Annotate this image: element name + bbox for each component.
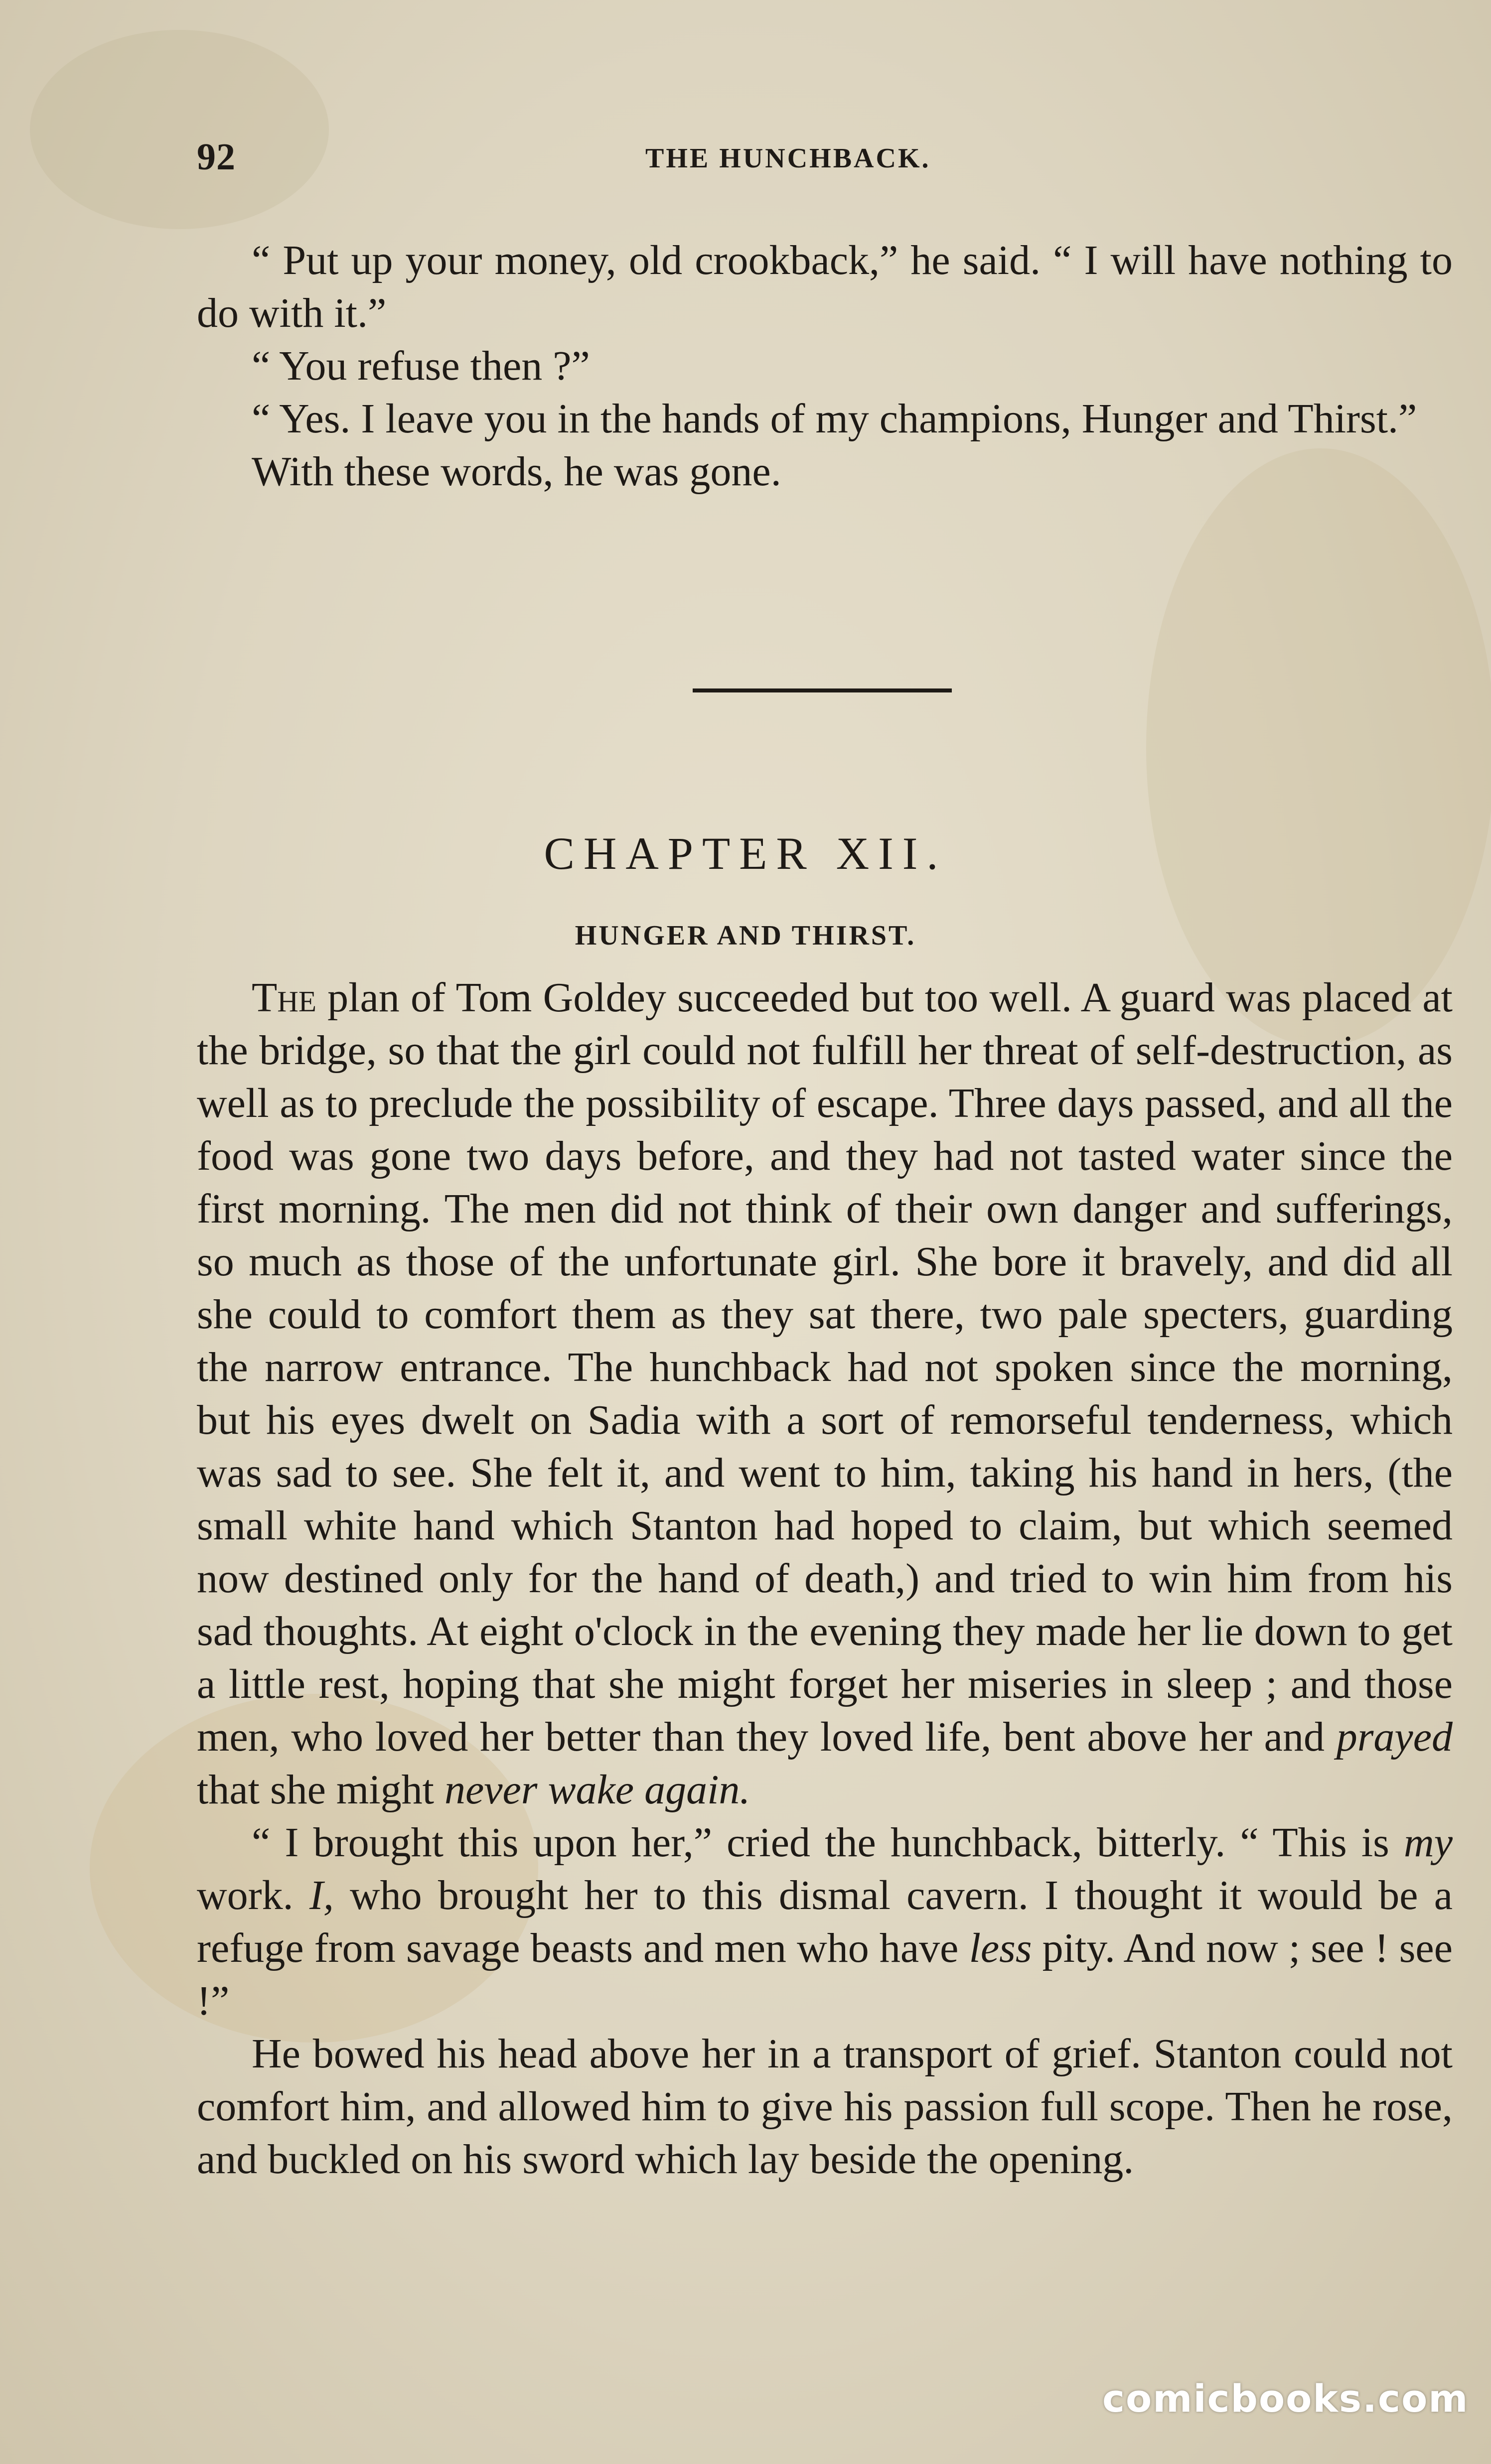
chapter-body xyxy=(197,971,1453,2186)
text-run: work. xyxy=(197,1872,309,1918)
section-divider xyxy=(693,688,952,692)
italic-text: less xyxy=(969,1925,1032,1971)
paragraph: With these words, he was gone. xyxy=(252,448,781,495)
paragraph: “ You refuse then ?” xyxy=(252,343,590,389)
paragraph xyxy=(197,971,1453,1816)
paragraph: “ Put up your money, old crookback,” he said. “ I will have nothing to do with it.” xyxy=(197,237,1453,336)
chapter-title: CHAPTER XII. xyxy=(544,828,947,879)
italic-text: my xyxy=(1404,1819,1453,1866)
text-run: pity. And now ; see ! see !” xyxy=(197,1925,1453,2024)
page-number: 92 xyxy=(197,136,236,178)
text-run: “ I brought this upon her,” cried the hunchback, bitterly. “ This is xyxy=(252,1819,1404,1866)
chapter-subtitle: HUNGER AND THIRST. xyxy=(575,920,916,951)
paper-stain xyxy=(30,30,329,229)
paragraph: “ Yes. I leave you in the hands of my champions, Hunger and Thirst.” xyxy=(252,396,1417,442)
running-title: THE HUNCHBACK. xyxy=(645,143,931,174)
running-head xyxy=(197,136,1453,190)
italic-text: prayed xyxy=(1336,1714,1453,1760)
italic-text: never wake again. xyxy=(444,1767,750,1813)
text-run: He bowed his head above her in a transport of grief. Stanton could not comfort him, and allowed him to give his passion full scope. Then he rose, and buckled on his sword which lay beside the opening. xyxy=(197,2031,1453,2183)
text-run: who brought her to this dismal cavern. I thought it would be a refuge from savage beasts and men who have xyxy=(197,1872,1453,1971)
text-run: The xyxy=(252,974,316,1021)
paragraph xyxy=(197,2028,1453,2186)
paragraph xyxy=(197,1816,1453,2028)
italic-text: I, xyxy=(309,1872,334,1918)
paper-stain xyxy=(1146,448,1491,1046)
text-run: that she might xyxy=(197,1767,445,1813)
text-run: plan of Tom Goldey succeeded but too well. A guard was placed at the bridge, so that the girl could not fulfill her threat of self-destruction, as well as to preclude the possibility of escape. Three days passed, and all the food was gone two days before, and they had not tasted water since the first morning. The men did not think of their own danger and sufferings, so much as those of the unfortunate girl. She bore it bravely, and did all she could to comfort them as they sat there, two pale specters, guarding the narrow entrance. The hunchback had not spoken since the morning, but his eyes dwelt on Sadia with a sort of remorseful tenderness, which was sad to see. She felt it, and went to him, taking his hand in hers, (the small white hand which Stanton had hoped to claim, but which seemed now destined only for the hand of death,) and tried to win him from his sad thoughts. At eight o'clock in the evening they made her lie down to get a little rest, hoping that she might forget her miseries in sleep ; and those men, who loved her better than they loved life, bent above her and xyxy=(197,974,1453,1760)
upper-text-block xyxy=(197,234,1453,498)
watermark: comicbooks.com xyxy=(1102,2376,1469,2421)
